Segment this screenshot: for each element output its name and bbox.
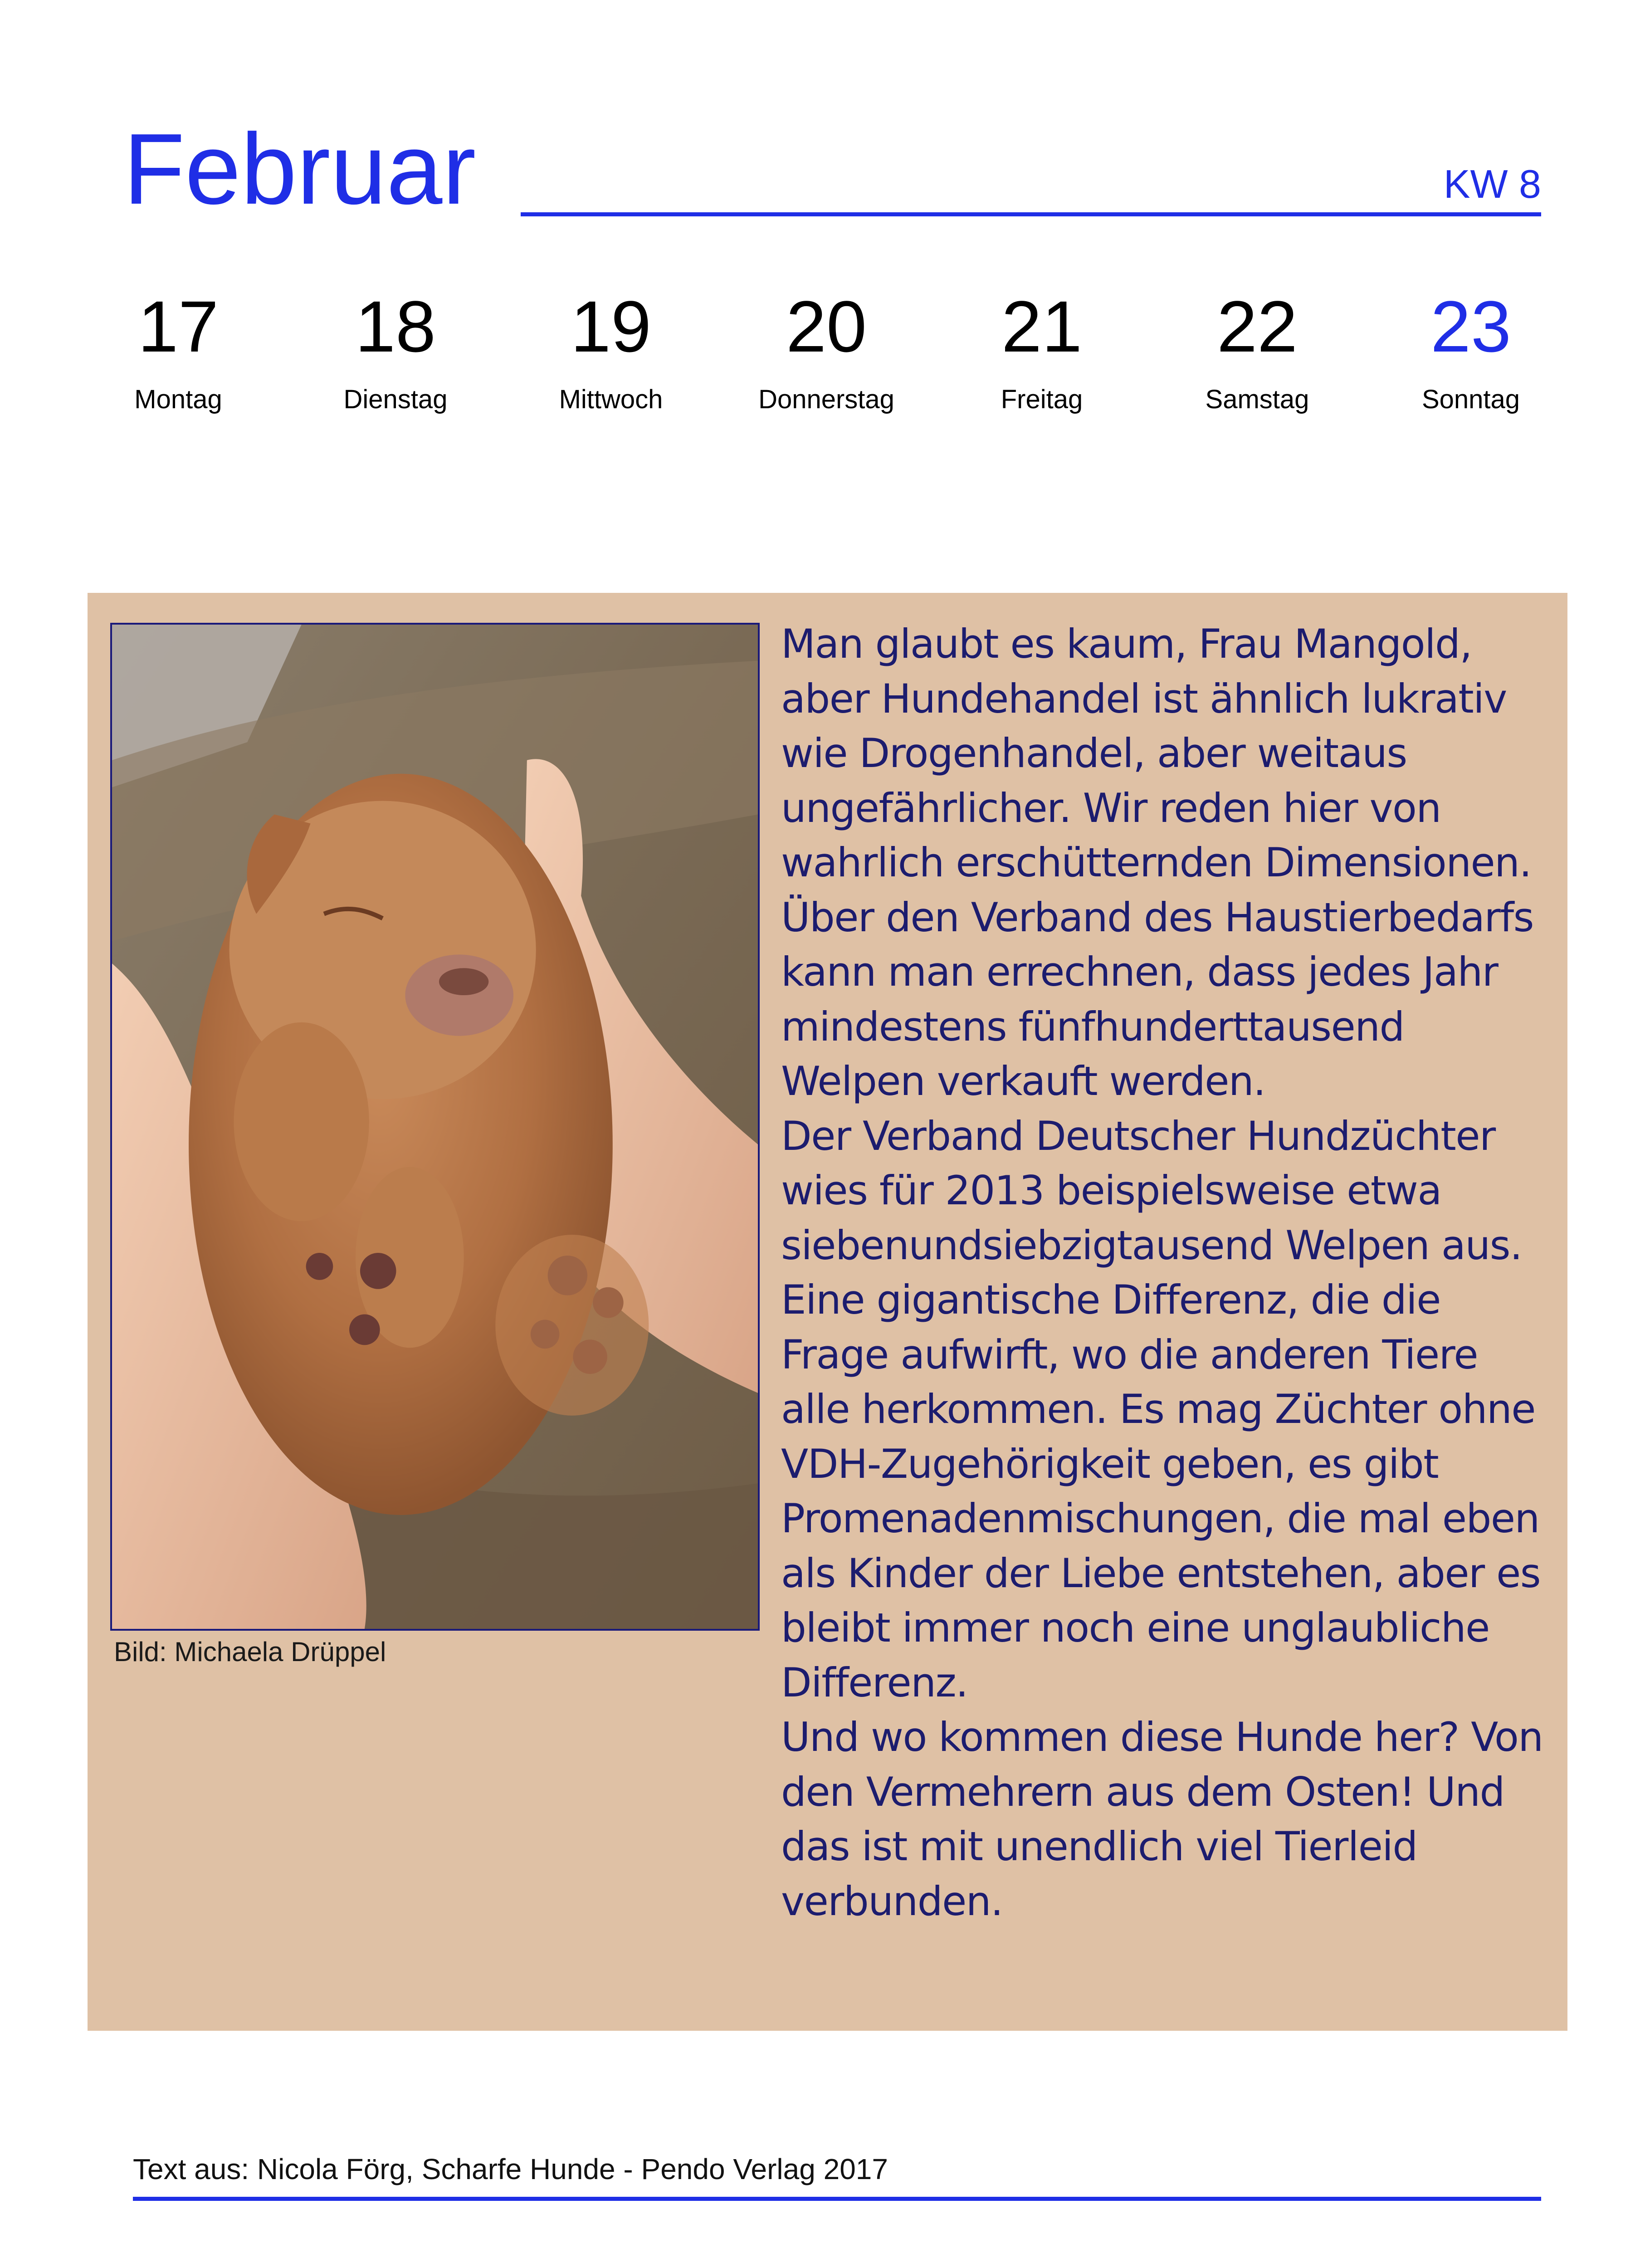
week-number: KW 8 <box>1443 161 1541 206</box>
day-number: 23 <box>1430 286 1511 367</box>
day-saturday <box>1167 286 1348 414</box>
puppy-image <box>112 625 758 1629</box>
day-sunday <box>1380 286 1562 414</box>
day-tuesday <box>305 286 486 414</box>
day-wednesday <box>520 286 702 414</box>
day-thursday <box>736 286 917 414</box>
day-number: 21 <box>1001 286 1082 367</box>
day-number: 17 <box>138 286 219 367</box>
day-name: Samstag <box>1205 385 1309 414</box>
day-name: Mittwoch <box>559 385 663 414</box>
month-title: Februar <box>123 113 476 225</box>
puppy-photo <box>110 623 760 1631</box>
footer-divider <box>133 2197 1541 2201</box>
day-name: Freitag <box>1001 385 1083 414</box>
day-name: Montag <box>134 385 222 414</box>
header-divider <box>521 212 1541 216</box>
day-name: Dienstag <box>343 385 448 414</box>
day-number: 18 <box>355 286 436 367</box>
day-number: 20 <box>786 286 867 367</box>
day-number: 19 <box>571 286 651 367</box>
day-monday <box>88 286 269 414</box>
day-friday <box>951 286 1133 414</box>
paragraph: Man glaubt es kaum, Frau Mangold, aber Hundehandel ist ähnlich lukrativ wie Drogenhandel, aber weitaus ungefährlicher. Wir reden hier von wahrlich erschütternden Dimensionen. Über den Verband des Haustierbedarfs kann man errechnen, dass jedes Jahr mindestens fünfhunderttausend Welpen verkauft werden. <box>781 621 1533 1105</box>
day-name: Donnerstag <box>758 385 894 414</box>
footer-source: Text aus: Nicola Förg, Scharfe Hunde - Pendo Verlag 2017 <box>133 2153 888 2185</box>
day-name: Sonntag <box>1421 385 1520 414</box>
paragraph: Der Verband Deutscher Hundzüchter wies für 2013 beispielsweise etwa siebenundsiebzigtausend Welpen aus. Eine gigantische Differenz, die die Frage aufwirft, wo die anderen Tiere alle herkommen. Es mag Züchter ohne VDH-Zugehörigkeit geben, es gibt Promenadenmischungen, die mal eben als Kinder der Liebe entstehen, aber es bleibt immer noch eine unglaubliche Differenz. <box>781 1112 1541 1706</box>
body-text <box>781 617 1557 1929</box>
photo-caption: Bild: Michaela Drüppel <box>114 1637 386 1667</box>
day-number: 22 <box>1217 286 1298 367</box>
paragraph: Und wo kommen diese Hunde her? Von den Vermehrern aus dem Osten! Und das ist mit unendlich viel Tierleid verbunden. <box>781 1714 1543 1925</box>
